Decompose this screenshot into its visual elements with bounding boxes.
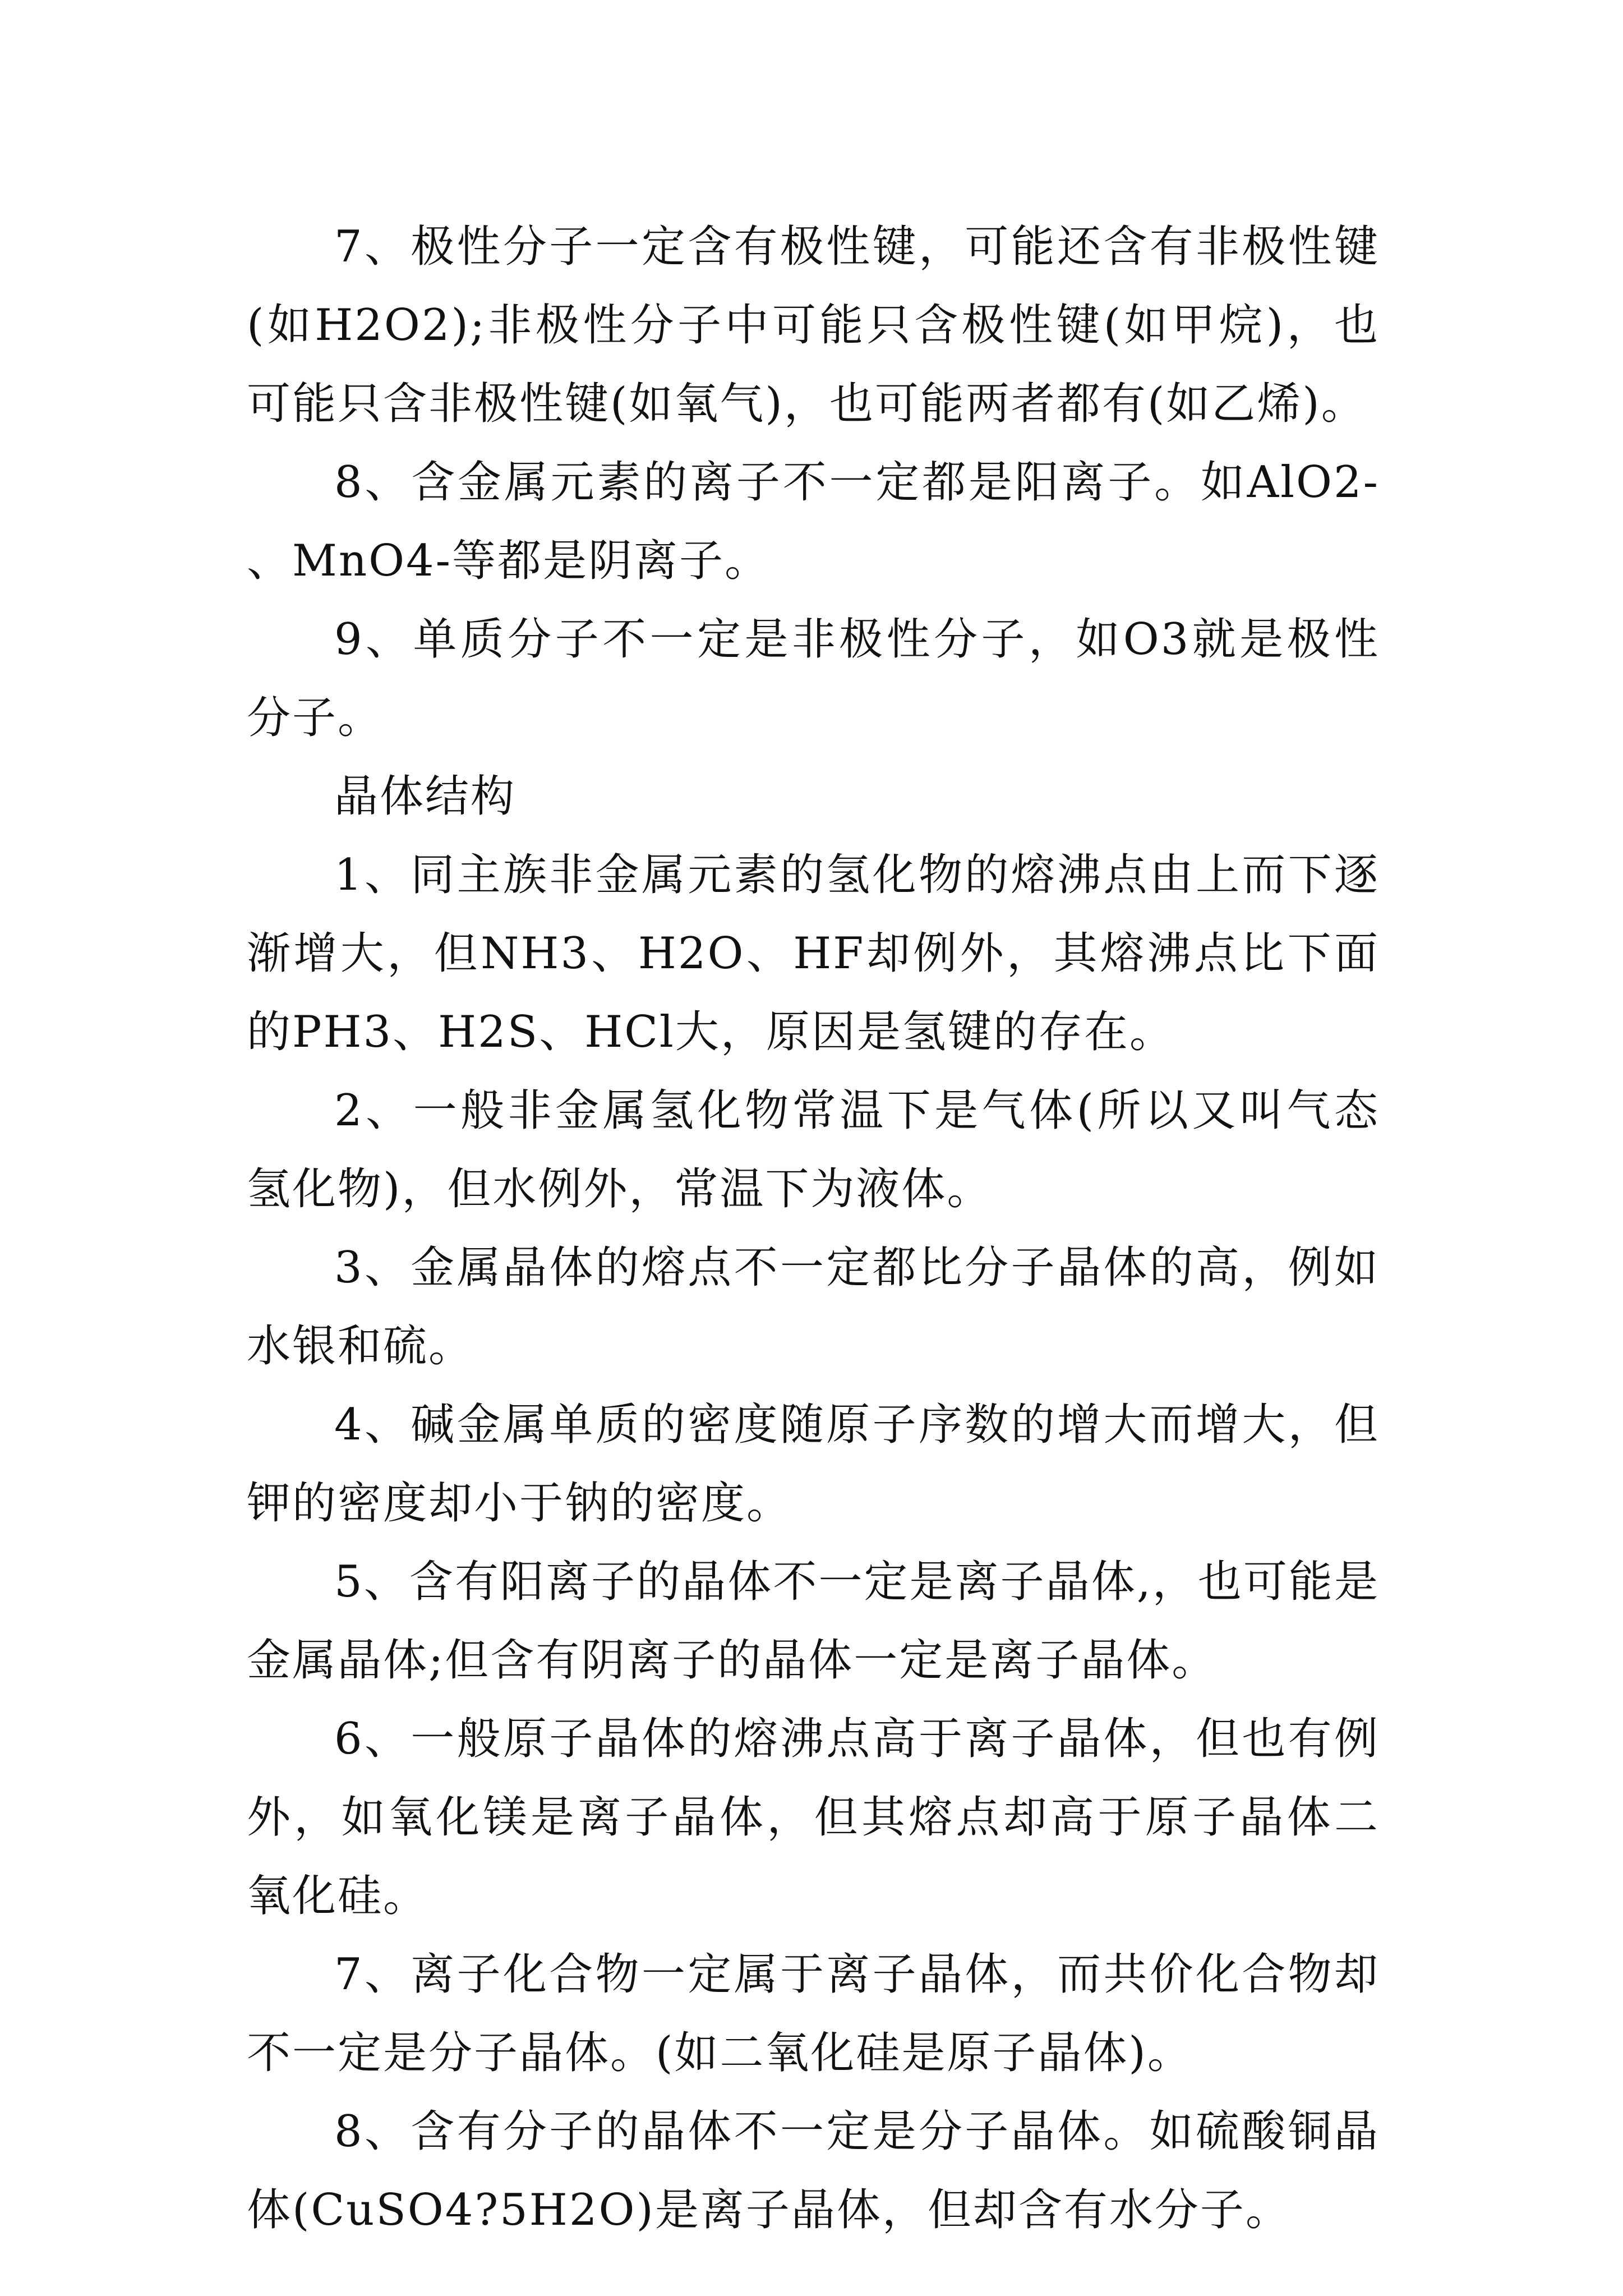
paragraph-crystal-3: 3、金属晶体的熔点不一定都比分子晶体的高，例如水银和硫。 [247, 1243, 1380, 1372]
paragraph-polar-molecule: 7、极性分子一定含有极性键，可能还含有非极性键(如H2O2);非极性分子中可能只含极性键(如甲烷)，也可能只含非极性键(如氧气)，也可能两者都有(如乙烯)。 [247, 222, 1380, 429]
paragraph-crystal-2: 2、一般非金属氢化物常温下是气体(所以又叫气态氢化物)，但水例外，常温下为液体。 [247, 1085, 1380, 1214]
document-body [247, 208, 1380, 2249]
paragraph-crystal-6: 6、一般原子晶体的熔沸点高于离子晶体，但也有例外，如氧化镁是离子晶体，但其熔点却高于原子晶体二氧化硅。 [247, 1714, 1380, 1921]
paragraph-elemental-molecule: 9、单质分子不一定是非极性分子，如O3就是极性分子。 [247, 614, 1380, 743]
paragraph-crystal-5: 5、含有阳离子的晶体不一定是离子晶体,，也可能是金属晶体;但含有阴离子的晶体一定是离子晶体。 [247, 1557, 1380, 1686]
section-title-crystal-structure: 晶体结构 [334, 771, 517, 822]
paragraph-crystal-1: 1、同主族非金属元素的氢化物的熔沸点由上而下逐渐增大，但NH3、H2O、HF却例外，其熔沸点比下面的PH3、H2S、HCl大，原因是氢键的存在。 [247, 850, 1380, 1057]
paragraph-crystal-7: 7、离子化合物一定属于离子晶体，而共价化合物却不一定是分子晶体。(如二氧化硅是原子晶体)。 [247, 1949, 1380, 2078]
paragraph-metal-ion: 8、含金属元素的离子不一定都是阳离子。如AlO2-、MnO4-等都是阴离子。 [247, 457, 1380, 586]
paragraph-crystal-8: 8、含有分子的晶体不一定是分子晶体。如硫酸铜晶体(CuSO4?5H2O)是离子晶体，但却含有水分子。 [247, 2106, 1380, 2235]
paragraph-crystal-4: 4、碱金属单质的密度随原子序数的增大而增大，但钾的密度却小于钠的密度。 [247, 1400, 1380, 1529]
